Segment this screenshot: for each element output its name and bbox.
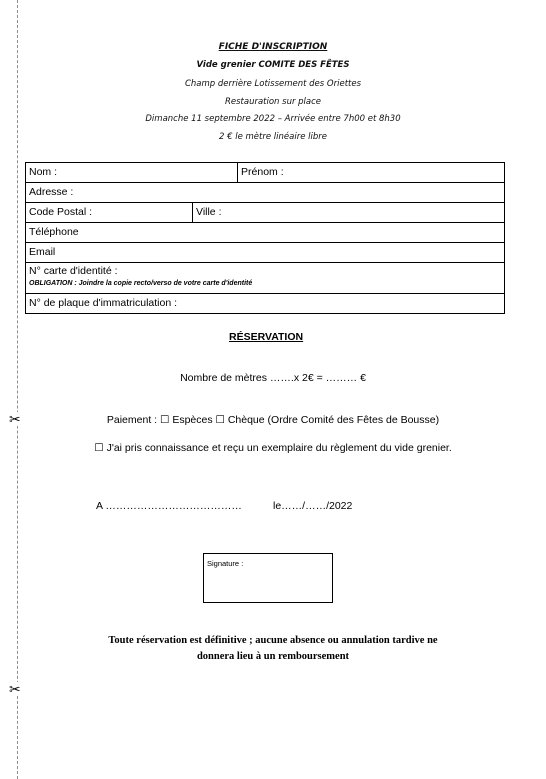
scissors-icon: ✂: [9, 681, 21, 697]
event-price: 2 € le mètre linéaire libre: [219, 132, 327, 142]
code-postal-label: Code Postal :: [29, 206, 93, 218]
registration-form: [25, 162, 505, 314]
scissors-icon: ✂: [9, 411, 21, 427]
reglement-checkbox-line[interactable]: ☐ J'ai pris connaissance et reçu un exemplaire du règlement du vide grenier.: [94, 442, 452, 454]
carte-identite-label: N° carte d'identité :: [29, 265, 118, 277]
obligation-note: OBLIGATION : Joindre la copie recto/verso de votre carte d'identité: [29, 280, 253, 287]
plaque-label: N° de plaque d'immatriculation :: [29, 297, 178, 309]
lieu-field[interactable]: A …………………………………: [96, 500, 242, 512]
date-field[interactable]: le……/……/2022: [273, 500, 353, 512]
email-field[interactable]: [26, 243, 505, 263]
adresse-label: Adresse :: [29, 186, 74, 198]
ville-field[interactable]: [193, 203, 505, 223]
nom-label: Nom :: [29, 166, 58, 178]
ville-label: Ville :: [196, 206, 222, 218]
page-title: FICHE D'INSCRIPTION: [218, 42, 328, 52]
event-location: Champ derrière Lotissement des Oriettes: [184, 79, 362, 89]
footer-line-2: donnera lieu à un remboursement: [196, 651, 350, 662]
reservation-heading: RÉSERVATION: [229, 331, 304, 343]
footer-notice: [0, 633, 546, 665]
plaque-field[interactable]: [26, 294, 505, 314]
paiement-line[interactable]: Paiement : ☐ Espèces ☐ Chèque (Ordre Comité des Fêtes de Bousse): [106, 414, 440, 426]
telephone-label: Téléphone: [29, 226, 79, 238]
carte-identite-field[interactable]: [26, 263, 505, 294]
nom-field[interactable]: [26, 163, 238, 183]
adresse-field[interactable]: [26, 183, 505, 203]
event-catering: Restauration sur place: [224, 97, 322, 107]
footer-line-1: Toute réservation est définitive ; aucune absence ou annulation tardive ne: [108, 635, 438, 646]
prenom-field[interactable]: [238, 163, 505, 183]
prenom-label: Prénom :: [241, 166, 284, 178]
email-label: Email: [29, 246, 56, 258]
event-date: Dimanche 11 septembre 2022 – Arrivée entre 7h00 et 8h30: [145, 114, 401, 124]
telephone-field[interactable]: [26, 223, 505, 243]
signature-box[interactable]: [203, 553, 333, 603]
event-subtitle: Vide grenier COMITE DES FÊTES: [196, 60, 350, 70]
metres-line[interactable]: Nombre de mètres …….x 2€ = ……… €: [180, 372, 366, 384]
signature-label: Signature :: [207, 559, 244, 568]
code-postal-field[interactable]: [26, 203, 193, 223]
